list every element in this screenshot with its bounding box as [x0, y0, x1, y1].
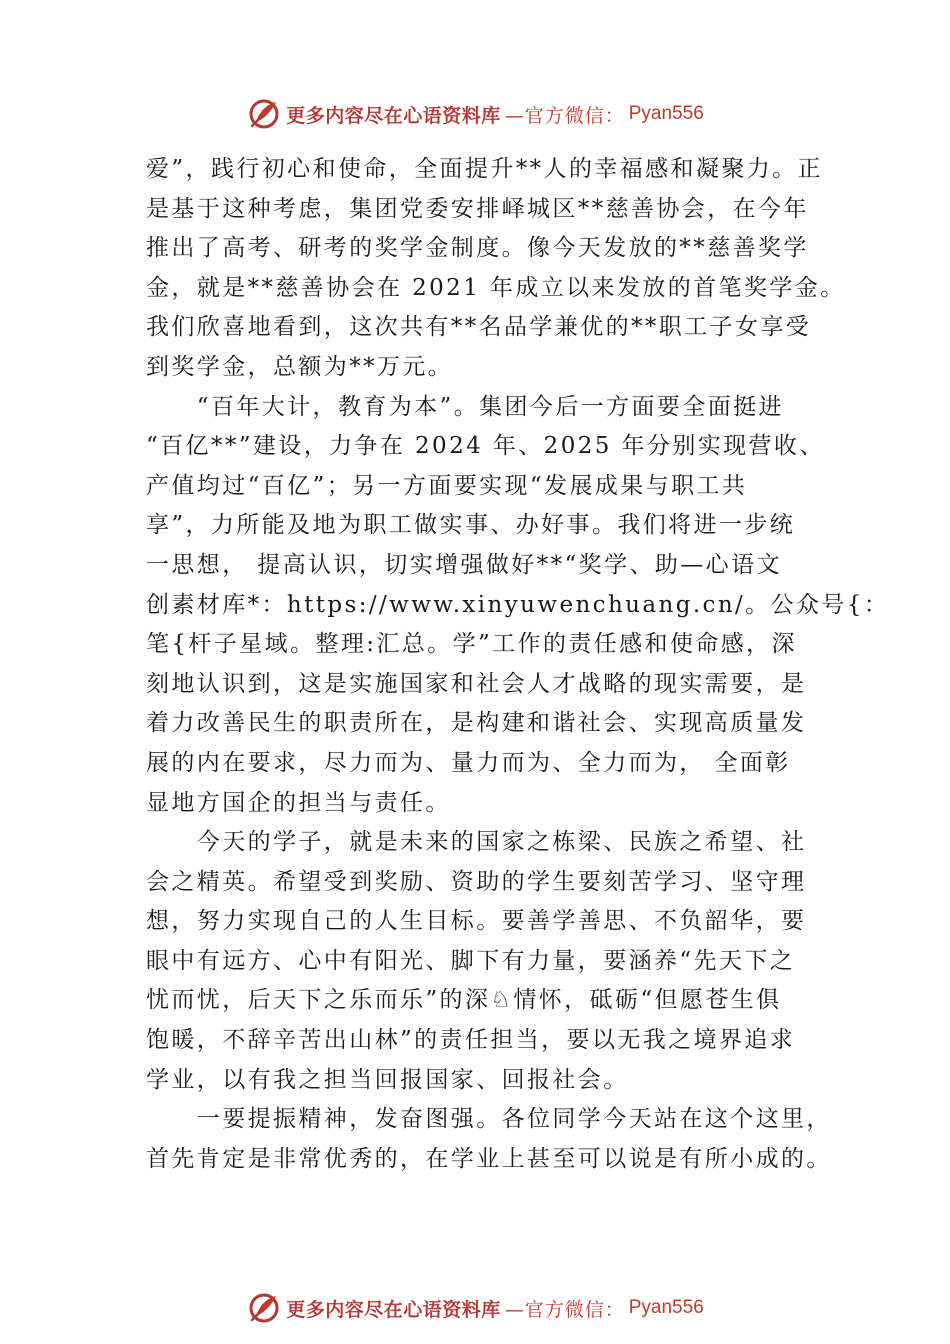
text-line: 金，就是**慈善协会在 2021 年成立以来发放的首笔奖学金。	[146, 274, 846, 301]
text-line: 学业，以有我之担当回报国家、回报社会。	[146, 1066, 629, 1093]
text-line: 展的内在要求，尽力而为、量力而为、全力而为， 全面彰	[146, 749, 791, 776]
text-line: 首先肯定是非常优秀的，在学业上甚至可以说是有所小成的。	[146, 1145, 832, 1172]
footer-watermark	[0, 1288, 950, 1328]
text-line: 刻地认识到，这是实施国家和社会人才战略的现实需要，是	[146, 670, 807, 697]
header-watermark-id: Pyan556	[628, 103, 704, 124]
text-line: 享”，力所能及地为职工做实事、办好事。我们将进一步统	[146, 512, 796, 539]
text-line: 是基于这种考虑，集团党委安排峄城区**慈善协会，在今年	[146, 195, 809, 222]
text-line: 显地方国企的担当与责任。	[146, 789, 451, 816]
footer-watermark-id: Pyan556	[628, 1297, 704, 1318]
footer-watermark-sub: —官方微信：	[504, 1298, 625, 1321]
leaf-logo-icon	[246, 96, 282, 132]
text-line: 着力改善民生的职责所在，是构建和谐社会、实现高质量发	[146, 710, 807, 737]
text-line: 我们欣喜地看到，这次共有**名品学兼优的**职工子女享受	[146, 314, 812, 341]
text-line: 饱暖，不辞辛苦出山林”的责任担当，要以无我之境界追求	[146, 1027, 796, 1054]
header-watermark-sub: —官方微信：	[504, 104, 625, 127]
header-watermark	[0, 94, 950, 134]
text-line: 忧而忧，后天下之乐而乐”的深♘情怀，砥砺“但愿苍生俱	[146, 987, 782, 1014]
text-line: 产值均过“百亿”；另一方面要实现“发展成果与职工共	[146, 472, 748, 499]
text-line: 笔{杆子星域。整理:汇总。学”工作的责任感和使命感，深	[146, 631, 797, 658]
text-line: 一思想， 提高认识，切实增强做好**“奖学、助—心语文	[146, 551, 782, 578]
text-line: 一要提振精神，发奋图强。各位同学今天站在这个这里，	[146, 1106, 832, 1133]
footer-watermark-main: 更多内容尽在心语资料库	[286, 1298, 501, 1321]
header-watermark-main: 更多内容尽在心语资料库	[286, 104, 501, 127]
text-line: 今天的学子，就是未来的国家之栋梁、民族之希望、社	[146, 829, 807, 856]
leaf-logo-icon	[246, 1290, 282, 1326]
text-line: “百年大计，教育为本”。集团今后一方面要全面挺进	[146, 393, 784, 420]
text-line: 眼中有远方、心中有阳光、脚下有力量，要涵养“先天下之	[146, 947, 796, 974]
document-body	[146, 150, 890, 1179]
text-line: 想，努力实现自己的人生目标。要善学善思、不负韶华，要	[146, 908, 807, 935]
text-line: “百亿**”建设，力争在 2024 年、2025 年分别实现营收、	[146, 433, 825, 460]
text-line: 推出了高考、研考的奖学金制度。像今天发放的**慈善奖学	[146, 235, 809, 262]
text-line: 会之精英。希望受到奖励、资助的学生要刻苦学习、坚守理	[146, 868, 807, 895]
text-line: 爱”，践行初心和使命，全面提升**人的幸福感和凝聚力。正	[146, 156, 823, 182]
text-line: 创素材库*：https://www.xinyuwenchuang.cn/。公众号{：	[146, 591, 890, 618]
text-line: 到奖学金，总额为**万元。	[146, 353, 454, 380]
